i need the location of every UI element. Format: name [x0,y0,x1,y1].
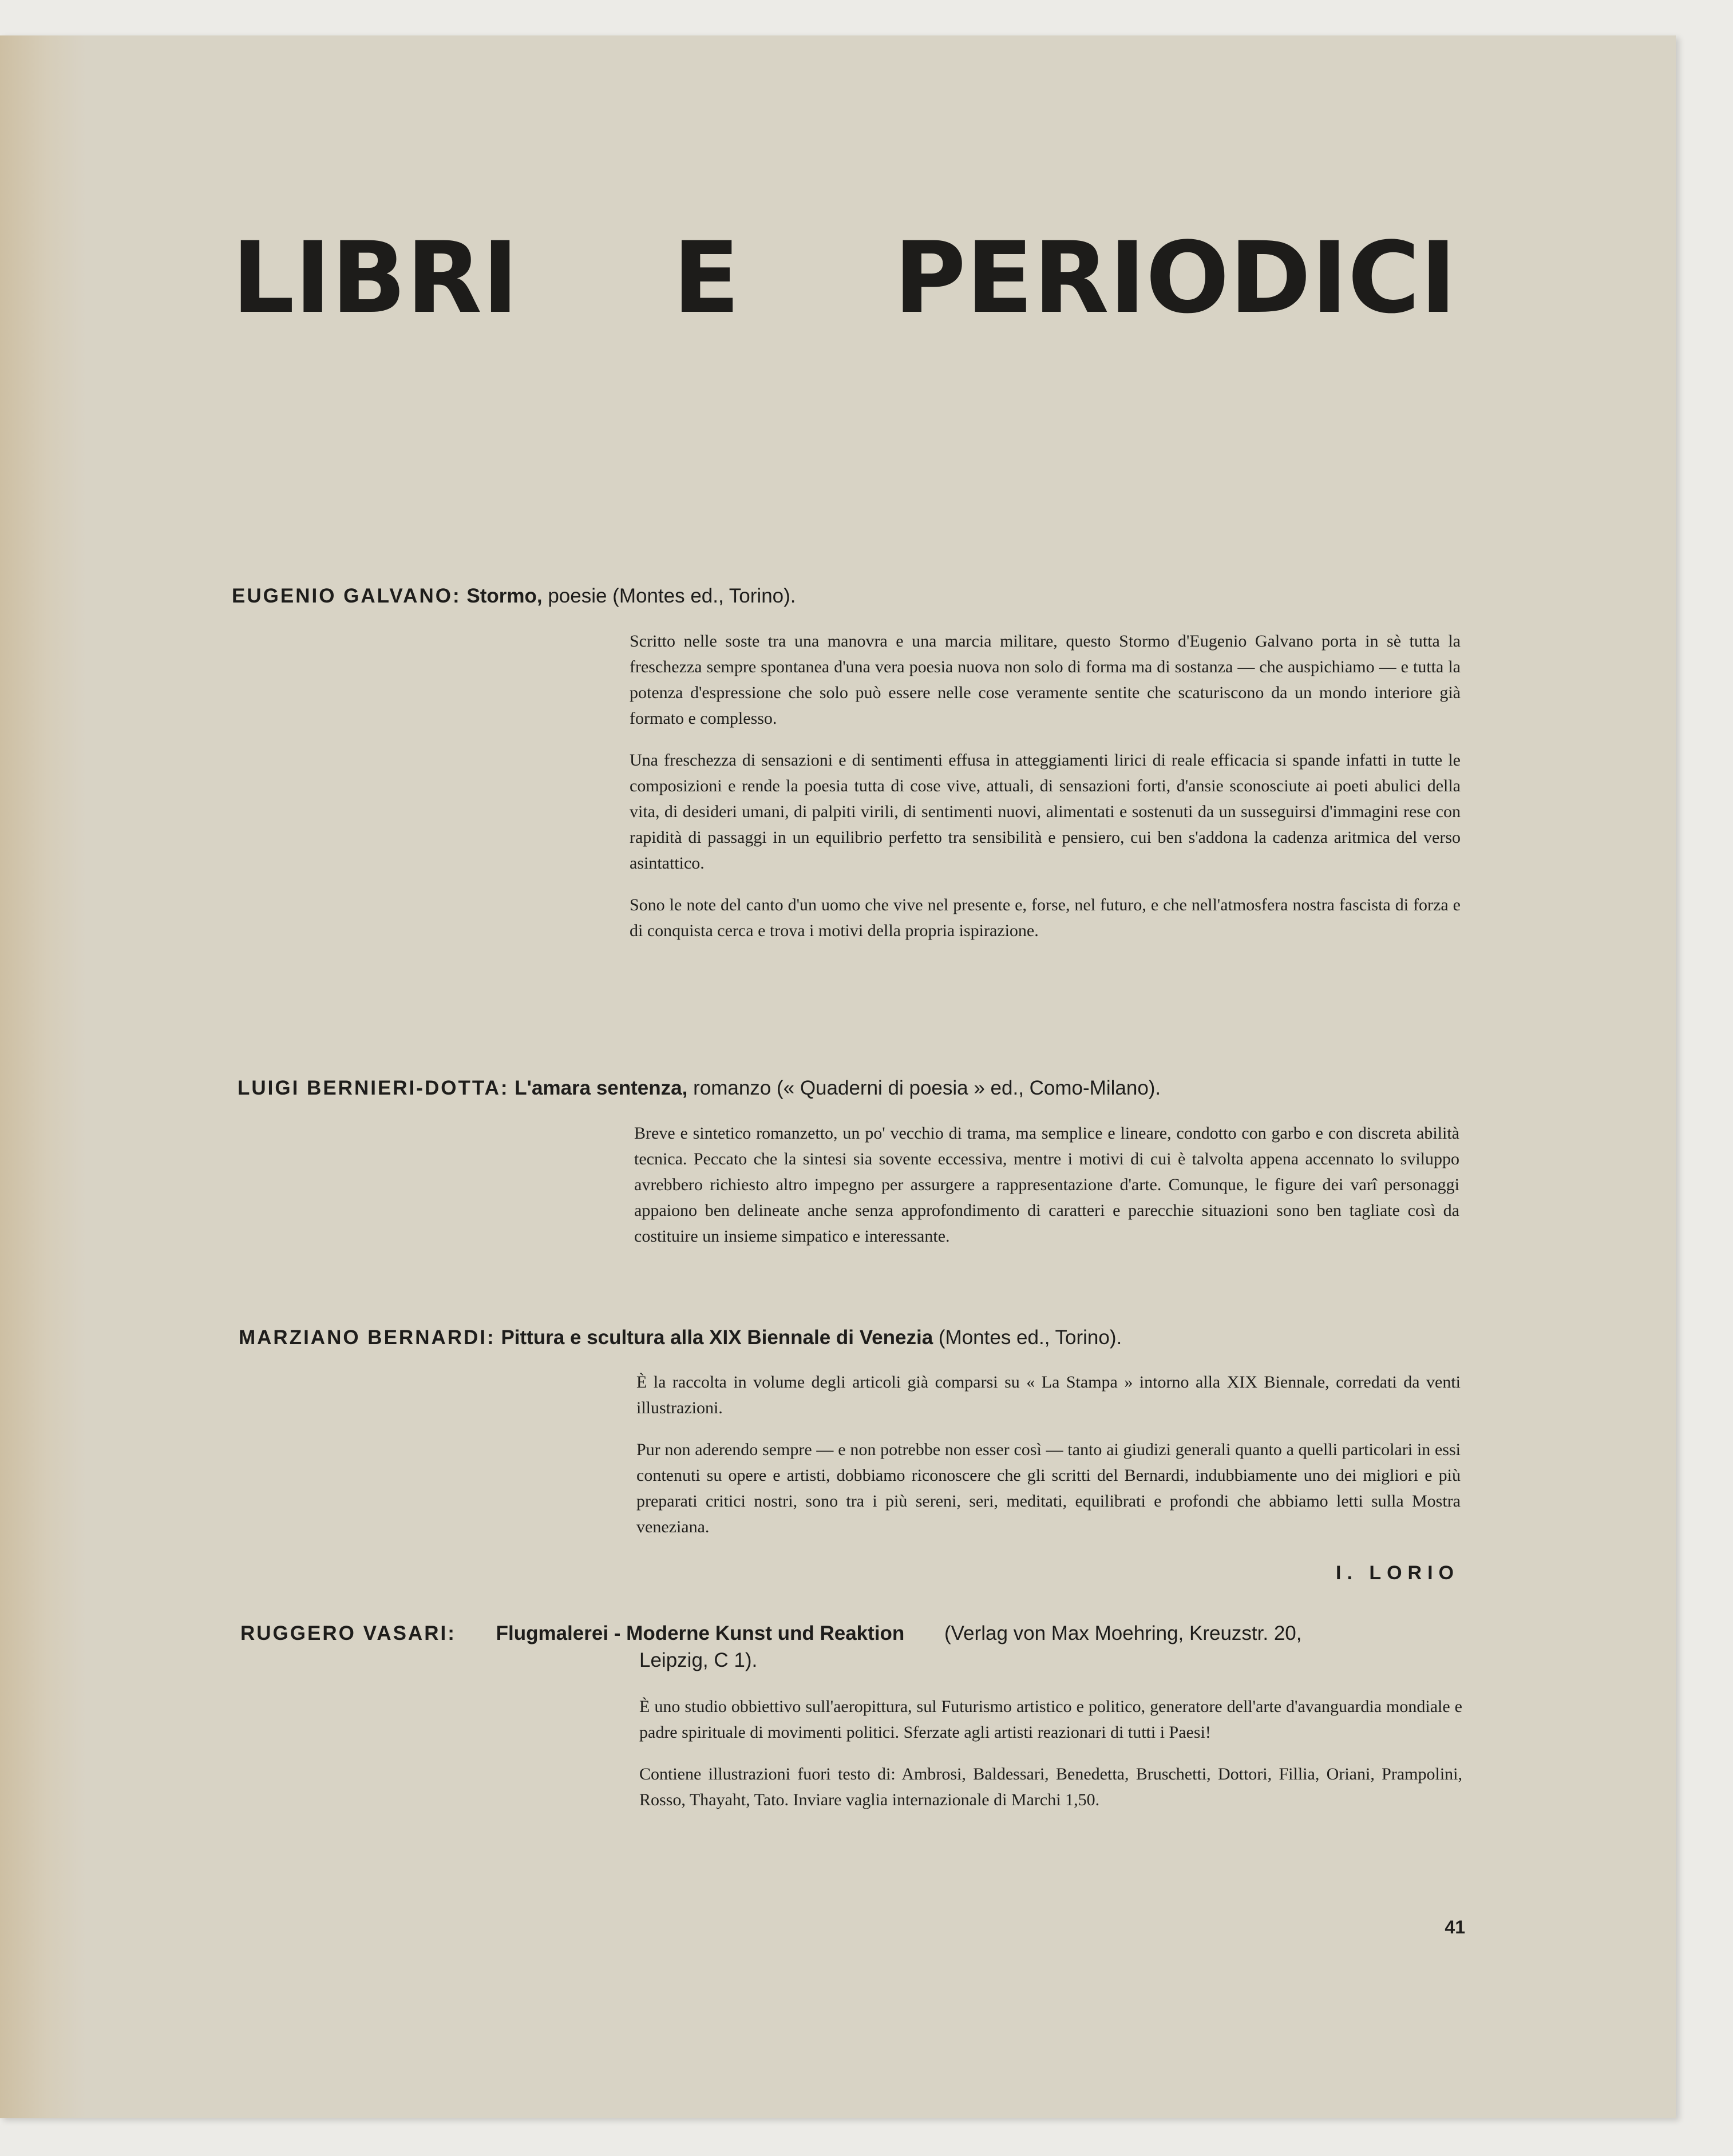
review-author: LUIGI BERNIERI-DOTTA: [238,1077,509,1099]
review-heading [232,585,796,608]
review-paragraph: Breve e sintetico romanzetto, un po' vecchio di trama, ma semplice e lineare, condotto con garbo e con discreta abilità tecnica. Peccato che la sintesi sia sovente eccessiva, mentre i motivi di cui è talvolta appena accennato lo sviluppo avrebbero richiesto altro impegno per assurgere a rappresentazione d'arte. Comunque, le figure dei varî personaggi appaiono ben delineate anche senza approfondimento di caratteri e parecchie situazioni sono ben tagliate così da costituire un insieme simpatico e interessante. [634,1124,1459,1246]
title-word: LIBRI [232,220,519,335]
review-paragraph: Pur non aderendo sempre — e non potrebbe non esser così — tanto ai giudizi generali quanto a quelli particolari in essi contenuti su opere e artisti, dobbiamo riconoscere che gli scritti del Bernardi, indubbiamente uno dei migliori e più preparati critici nostri, sono tra i più sereni, seri, meditati, equilibrati e profondi che abbiamo letti sulla Mostra veneziana. [636,1440,1461,1536]
review-heading [238,1077,1161,1100]
review-paragraph: È uno studio obbiettivo sull'aeropittura, sul Futurismo artistico e politico, generatore dell'arte d'avanguardia mondiale e padre spirituale di movimenti politici. Sferzate agli artisti reazionari di tutti i Paesi! [639,1697,1462,1742]
review-paragraph: È la raccolta in volume degli articoli già comparsi su « La Stampa » intorno alla XIX Biennale, corredati da venti illustrazioni. [636,1373,1461,1417]
review-author: RUGGERO VASARI: [240,1622,456,1644]
review-body [639,1694,1462,1829]
page-title [232,220,1457,335]
review-paragraph: Sono le note del canto d'un uomo che vive nel presente e, forse, nel futuro, e che nell'atmosfera nostra fascista di forza e di conquista cerca e trova i motivi della propria ispirazione. [630,895,1461,940]
review-heading [240,1622,1301,1645]
review-body [636,1369,1461,1556]
review-details: romanzo (« Quaderni di poesia » ed., Como-Milano). [693,1077,1161,1099]
review-author: MARZIANO BERNARDI: [239,1326,496,1349]
review-body [630,628,1461,960]
review-body [634,1120,1459,1265]
review-work-title: Pittura e scultura alla XIX Biennale di Venezia [501,1326,933,1349]
review-paragraph: Contiene illustrazioni fuori testo di: Ambrosi, Baldessari, Benedetta, Bruschetti, Dottori, Fillia, Oriani, Prampolini, Rosso, Thayaht, Tato. Inviare vaglia internazionale di Marchi 1,50. [639,1765,1462,1809]
review-author: EUGENIO GALVANO: [232,585,461,607]
review-paragraph: Una freschezza di sensazioni e di sentimenti effusa in atteggiamenti lirici di reale efficacia si spande infatti in tutte le composizioni e rende la poesia tutta di cose vive, attuali, di sensazioni forti, d'ansie sconosciute ai poeti abulici della vita, di desideri umani, di palpiti virili, di sentimenti nuovi, alimentati e sostenuti da un susseguirsi d'immagini rese con rapidità di passaggi in un equilibrio perfetto tra sensibilità e pensiero, cui ben s'addona la cadenza aritmica del verso asintattico. [630,751,1461,873]
review-details-continued: Leipzig, C 1). [639,1649,758,1671]
review-heading [239,1326,1122,1349]
page-number: 41 [1445,1917,1465,1937]
review-work-title: L'amara sentenza, [515,1077,688,1099]
review-work-title: Stormo, [466,585,543,607]
review-details: poesie (Montes ed., Torino). [548,585,796,607]
title-word: E [672,220,740,335]
review-paragraph: Scritto nelle soste tra una manovra e una marcia militare, questo Stormo d'Eugenio Galvano porta in sè tutta la freschezza sempre spontanea d'una vera poesia nuova non solo di forma ma di sostanza — che auspichiamo — e tutta la potenza d'espressione che solo può essere nelle cose veramente sentite che scaturiscono da un mondo interiore già formato e complesso. [630,632,1461,728]
review-details: (Verlag von Max Moehring, Kreuzstr. 20, [944,1622,1302,1644]
page-gutter [0,35,86,2118]
review-signature: I. LORIO [1336,1562,1459,1584]
title-word: PERIODICI [893,220,1457,335]
review-work-title: Flugmalerei - Moderne Kunst und Reaktion [496,1622,905,1644]
review-details: (Montes ed., Torino). [938,1326,1122,1349]
